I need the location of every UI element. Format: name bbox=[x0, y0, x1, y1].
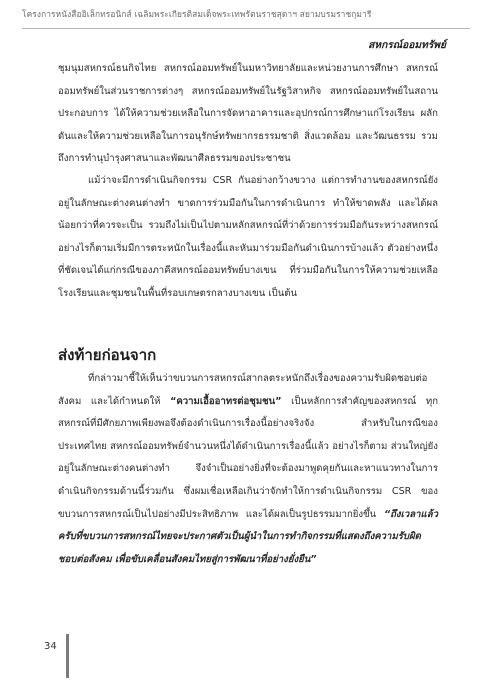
paragraph-3-middle: เป็นหลักการสำคัญของสหกรณ์ ทุกสหกรณ์ที่มีศักยภาพเพียงพอจึงต้องดำเนินการเรื่องนี้อย่างจริงจัง สำหรับในกรณีของประเทศไทย สหกรณ์ออมทรัพย์จำนวนหนึ่งได้ดำเนินการเรื่องนี้แล้ว อย่างไรก็ตาม ส่วนใหญ่ยังอยู่ในลักษณะต่างคนต่างทำ จึงจำเป็นอย่างยิ่งที่จะต้องมาพูดคุยกันและหาแนวทางในการดำเนินกิจกรรมด้านนี้ร่วมกัน ซึ่งผมเชื่อเหลือเกินว่าจักทำให้การดำเนินกิจกรรม CSR ของขบวนการสหกรณ์เป็นไปอย่างมีประสิทธิภาพ และได้ผลเป็นรูปธรรมมากยิ่งขึ้น bbox=[58, 395, 439, 520]
page-number: 34 bbox=[44, 641, 57, 652]
header-rule bbox=[22, 28, 470, 29]
paragraph-1: ชุมนุมสหกรณ์ธนกิจไทย สหกรณ์ออมทรัพย์ในมหาวิทยาลัยและหน่วยงานการศึกษา สหกรณ์ออมทรัพย์ในส่วนราชการต่างๆ สหกรณ์ออมทรัพย์ในรัฐวิสาหกิจ สหกรณ์ออมทรัพย์ในสถานประกอบการ ได้ให้ความช่วยเหลือในการจัดหาอาคารและอุปกรณ์การศึกษาแก่โรงเรียน ผลักดันและให้ความช่วยเหลือในการอนุรักษ์ทรัพยากรธรรมชาติ สิ่งแวดล้อม และวัฒนธรรม รวมถึงการทำนุบำรุงศาสนาและพัฒนาศีลธรรมของประชาชน bbox=[58, 63, 438, 165]
page-number-bar bbox=[66, 634, 69, 678]
paragraph-2: แม้ว่าจะมีการดำเนินกิจกรรม CSR กันอย่างกว้างขวาง แต่การทำงานของสหกรณ์ยังอยู่ในลักษณะต่างคนต่างทำ ขาดการร่วมมือกันในการดำเนินการ ทำให้ขาดพลัง และได้ผลน้อยกว่าที่ควรจะเป็น รวมถึงไม่เป็นไปตามหลักสหกรณ์ที่ว่าด้วยการร่วมมือกันระหว่างสหกรณ์ อย่างไรก็ตามเริ่มมีการตระหนักในเรื่องนี้และหันมาร่วมมือกันดำเนินการบ้างแล้ว ตัวอย่างหนึ่งที่ชัดเจนได้แก่กรณีของภาคีสหกรณ์ออมทรัพย์บางเขน ที่ร่วมมือกันในการให้ความช่วยเหลือโรงเรียนและชุมชนในพื้นที่รอบเกษตรกลางบางเขน เป็นต้น bbox=[58, 175, 438, 299]
paragraph-3-intro: ที่กล่าวมาชี้ให้เห็นว่าขบวนการสหกรณ์สากลตระหนักถึงเรื่องของความรับผิดชอบต่อสังคม และได้กำหนดให้ bbox=[58, 373, 428, 407]
section-heading: ส่งท้ายก่อนจาก bbox=[58, 346, 157, 364]
running-header: โครงการหนังสืออิเล็กทรอนิกส์ เฉลิมพระเกียรติสมเด็จพระเทพรัตนราชสุดาฯ สยามบรมราชกุมารี bbox=[22, 9, 372, 19]
paragraph-3 bbox=[58, 368, 438, 571]
closing-quote: “ถึงเวลาแล้วครับที่ขบวนการสหกรณ์ไทยจะประกาศตัวเป็นผู้นำในการทำกิจกรรมที่แสดงถึงความรับผิดชอบต่อสังคม เพื่อขับเคลื่อนสังคมไทยสู่การพัฒนาที่อย่างยั่งยืน” bbox=[58, 508, 438, 565]
community-care-quote: “ความเอื้ออาทรต่อชุมชน” bbox=[170, 395, 282, 407]
section-tag: สหกรณ์ออมทรัพย์ bbox=[368, 40, 446, 51]
